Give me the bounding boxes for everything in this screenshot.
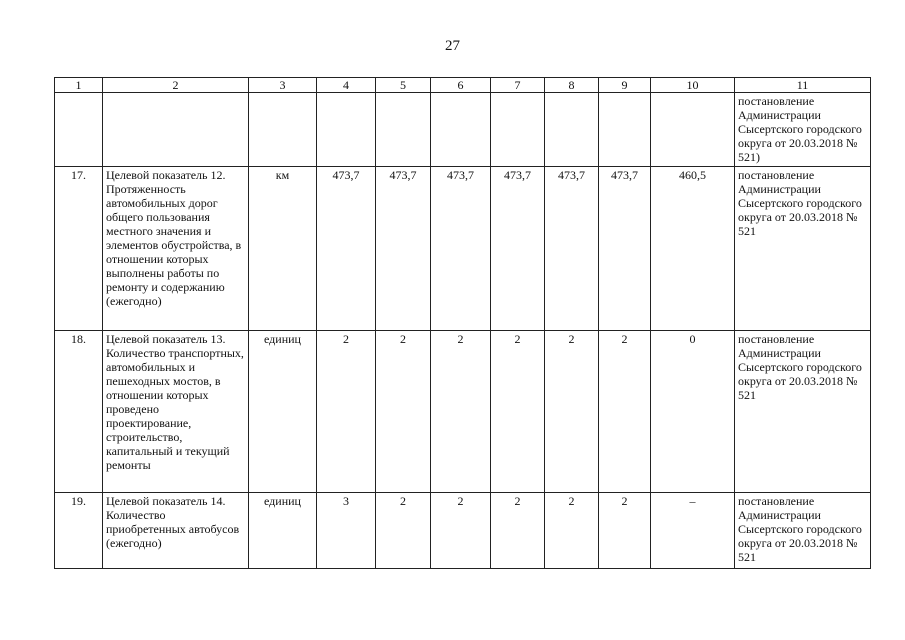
indicator-name: Целевой показатель 13. Количество транспортных, автомобильных и пешеходных мостов, в отношении которых проведено проектирование, строительство, капитальный и текущий ремонты [103, 331, 249, 493]
table-row [55, 493, 871, 569]
column-header: 5 [376, 78, 431, 93]
column-header: 4 [317, 78, 376, 93]
value-cell: 2 [491, 331, 545, 493]
value-cell: 2 [545, 493, 599, 569]
row-number [55, 93, 103, 167]
row-number: 18. [55, 331, 103, 493]
value-cell [431, 93, 491, 167]
source-document: постановление Администрации Сысертского городского округа от 20.03.2018 № 521 [735, 493, 871, 569]
value-cell: 2 [431, 331, 491, 493]
column-header: 2 [103, 78, 249, 93]
value-cell: 2 [599, 493, 651, 569]
value-cell: 460,5 [651, 167, 735, 331]
value-cell: 473,7 [599, 167, 651, 331]
indicator-name [103, 93, 249, 167]
value-cell [317, 93, 376, 167]
indicators-table [54, 77, 871, 569]
unit: единиц [249, 331, 317, 493]
value-cell: 0 [651, 331, 735, 493]
unit: единиц [249, 493, 317, 569]
page-number: 27 [445, 38, 460, 54]
value-cell: 473,7 [317, 167, 376, 331]
row-number: 17. [55, 167, 103, 331]
value-cell [599, 93, 651, 167]
row-number: 19. [55, 493, 103, 569]
value-cell: 473,7 [376, 167, 431, 331]
value-cell [491, 93, 545, 167]
value-cell: 2 [491, 493, 545, 569]
value-cell: 2 [545, 331, 599, 493]
value-cell: 2 [376, 331, 431, 493]
table-header-row [55, 78, 871, 93]
value-cell: 2 [431, 493, 491, 569]
table-row [55, 167, 871, 331]
value-cell: 3 [317, 493, 376, 569]
column-header: 7 [491, 78, 545, 93]
column-header: 6 [431, 78, 491, 93]
source-document: постановление Администрации Сысертского городского округа от 20.03.2018 № 521 [735, 167, 871, 331]
source-document: постановление Администрации Сысертского городского округа от 20.03.2018 № 521 [735, 331, 871, 493]
unit: км [249, 167, 317, 331]
unit [249, 93, 317, 167]
value-cell: 2 [599, 331, 651, 493]
table-row [55, 331, 871, 493]
value-cell: – [651, 493, 735, 569]
value-cell: 473,7 [545, 167, 599, 331]
source-document: постановление Администрации Сысертского городского округа от 20.03.2018 № 521) [735, 93, 871, 167]
column-header: 8 [545, 78, 599, 93]
indicator-name: Целевой показатель 14. Количество приобретенных автобусов (ежегодно) [103, 493, 249, 569]
column-header: 11 [735, 78, 871, 93]
value-cell: 473,7 [431, 167, 491, 331]
column-header: 3 [249, 78, 317, 93]
table-row [55, 93, 871, 167]
value-cell: 2 [376, 493, 431, 569]
value-cell [651, 93, 735, 167]
value-cell [545, 93, 599, 167]
column-header: 1 [55, 78, 103, 93]
value-cell [376, 93, 431, 167]
value-cell: 473,7 [491, 167, 545, 331]
indicator-name: Целевой показатель 12. Протяженность автомобильных дорог общего пользования местного значения и элементов обустройства, в отношении которых выполнены работы по ремонту и содержанию (ежегодно) [103, 167, 249, 331]
value-cell: 2 [317, 331, 376, 493]
column-header: 10 [651, 78, 735, 93]
column-header: 9 [599, 78, 651, 93]
